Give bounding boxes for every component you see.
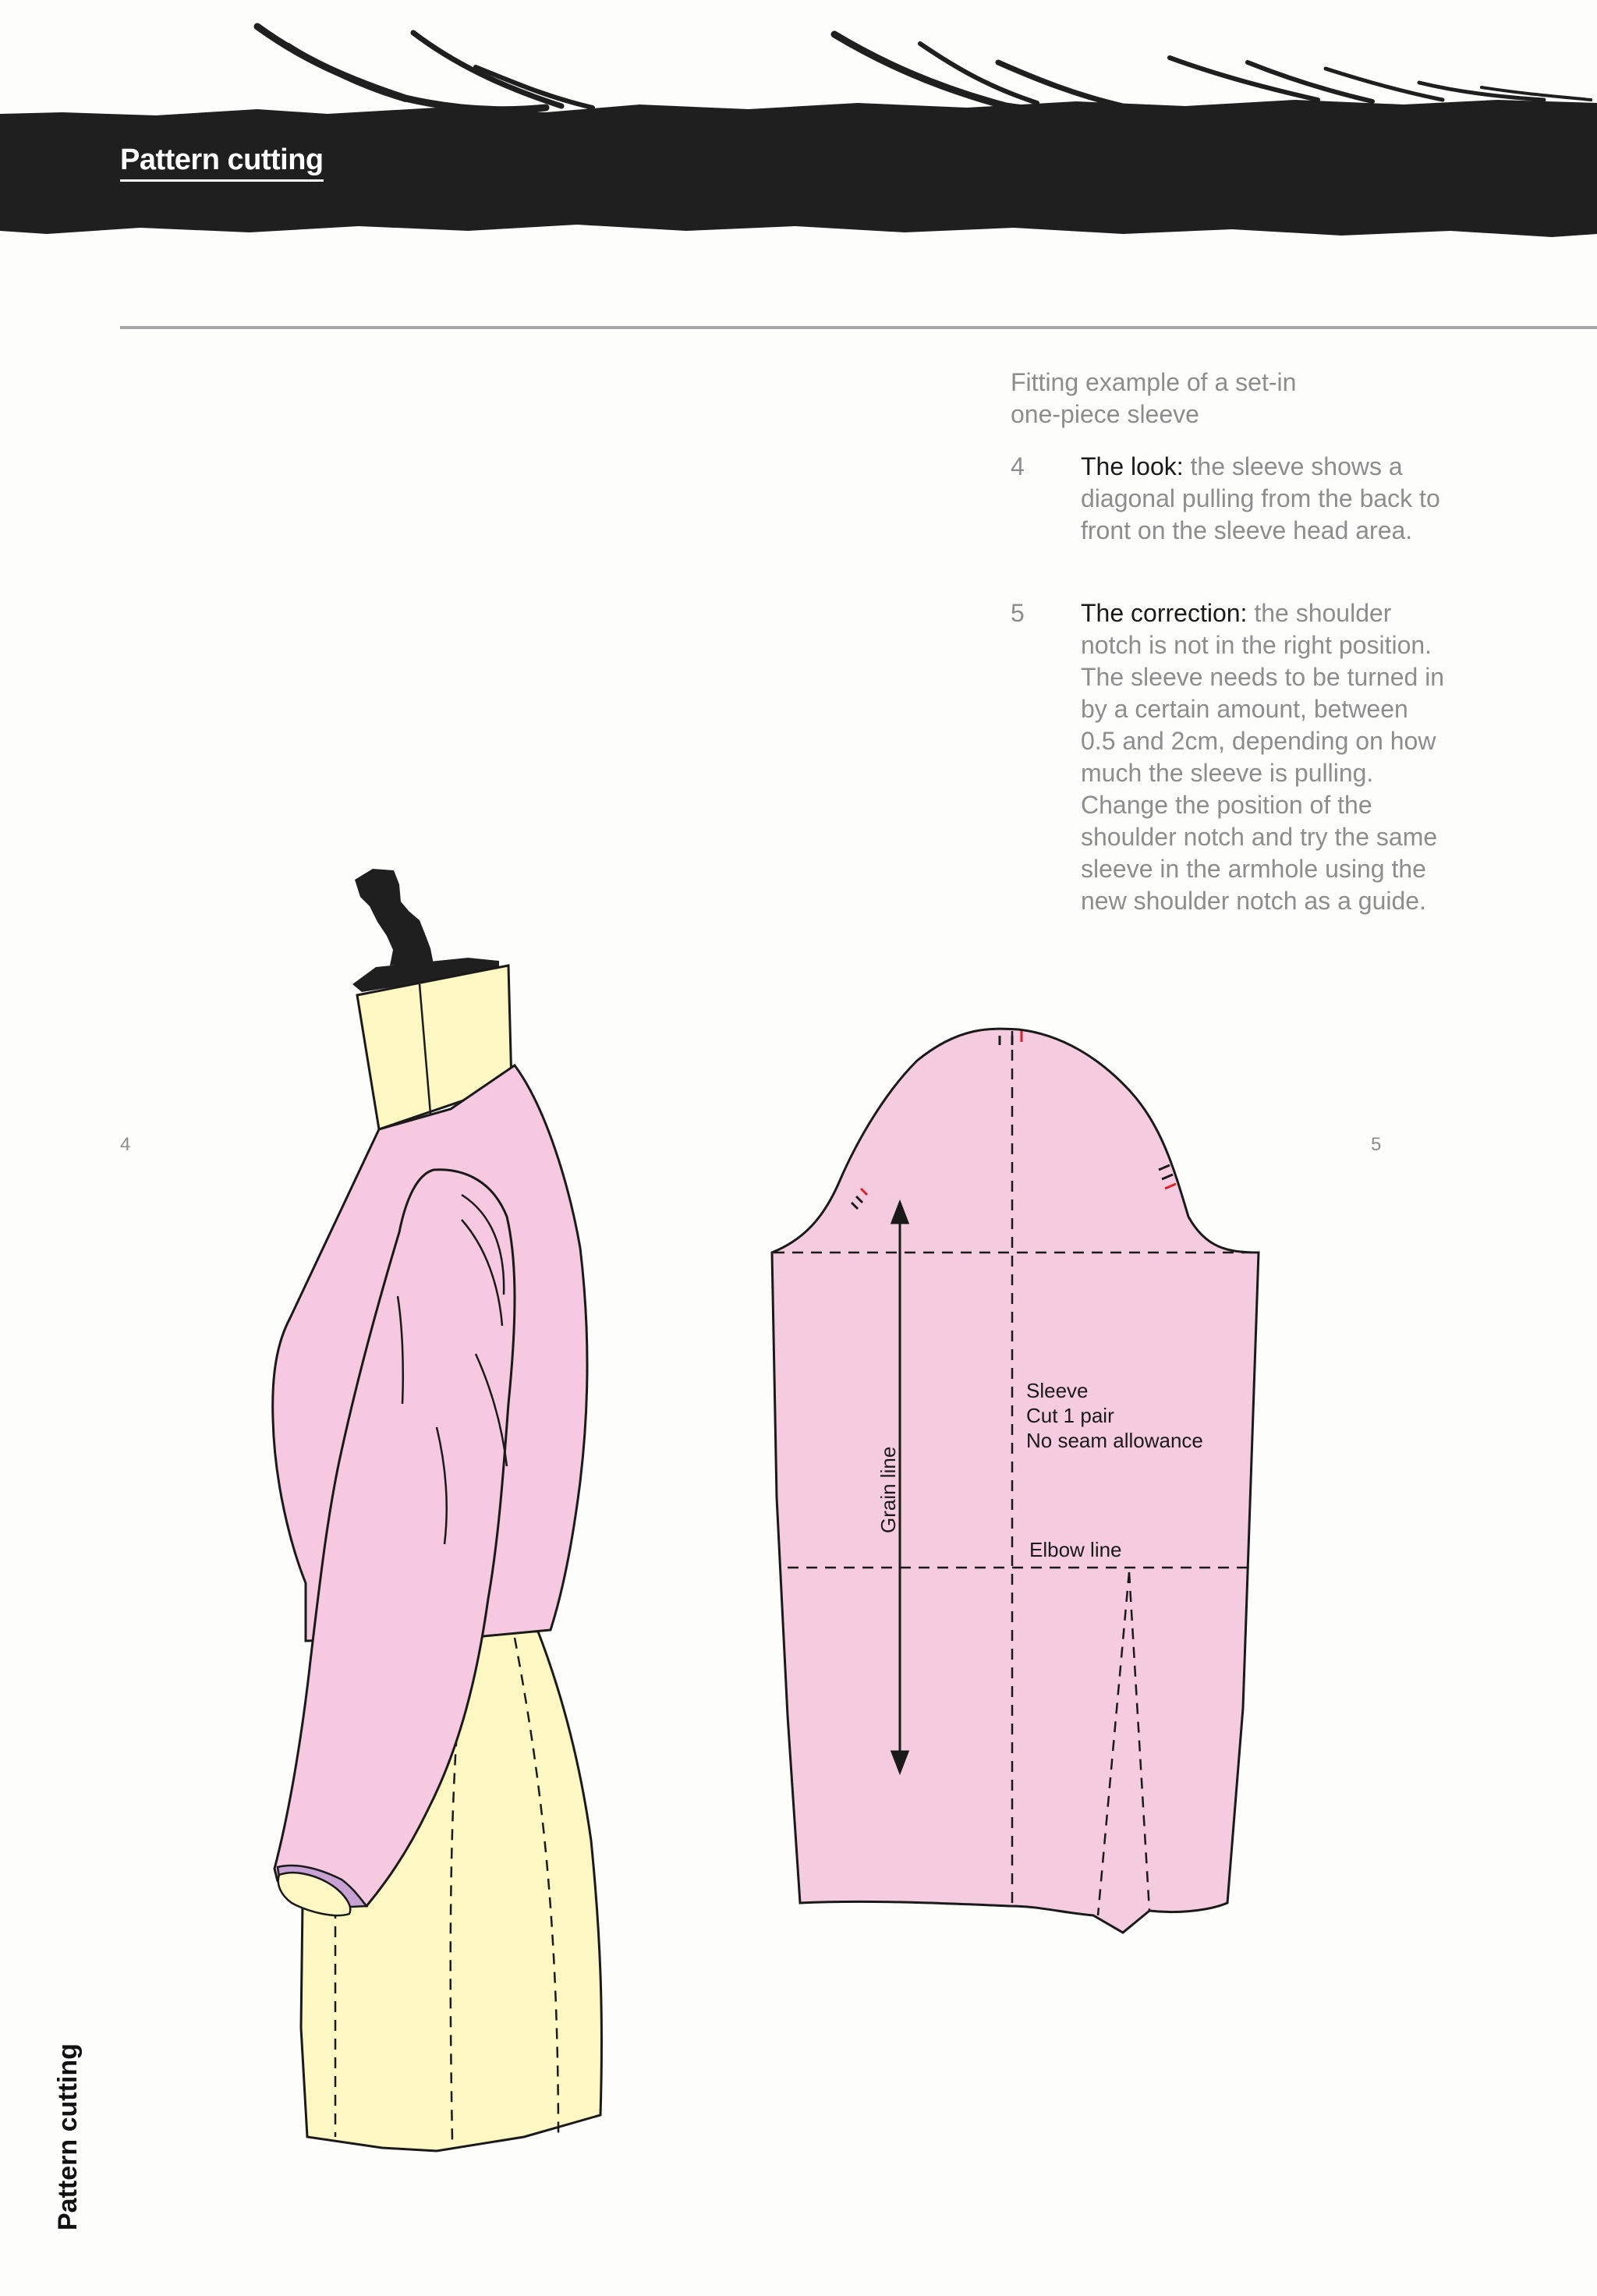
figure-label-right: 5 bbox=[1371, 1134, 1382, 1155]
note-number: 5 bbox=[1011, 599, 1025, 627]
header-title: Pattern cutting bbox=[120, 145, 324, 182]
pattern-label-cut: Cut 1 pair bbox=[1026, 1404, 1114, 1427]
pattern-label-sleeve: Sleeve bbox=[1026, 1379, 1089, 1402]
note-number: 4 bbox=[1011, 452, 1025, 480]
caption-line-2: one-piece sleeve bbox=[1011, 400, 1199, 428]
grain-line-label: Grain line bbox=[876, 1446, 900, 1533]
elbow-line-label: Elbow line bbox=[1029, 1538, 1122, 1561]
sleeve-pattern-piece bbox=[772, 1029, 1259, 1933]
figure-label-left: 4 bbox=[120, 1134, 131, 1155]
pattern-label-allowance: No seam allowance bbox=[1026, 1429, 1203, 1452]
note-text: the shoulder notch is not in the right position. The sleeve needs to be turned in by a certain amount, between 0.5 and 2cm, depending on how much the sleeve is pulling. Change the position of the shoulder notch and try the same sleeve in the armhole using the new shoulder notch as a guide. bbox=[1081, 599, 1445, 915]
note-lead: The look: bbox=[1081, 452, 1184, 480]
vertical-section-label: Pattern cutting bbox=[53, 2043, 83, 2230]
caption-line-1: Fitting example of a set-in bbox=[1011, 368, 1297, 396]
note-text: the sleeve shows a diagonal pulling from the back to front on the sleeve head area. bbox=[1081, 452, 1440, 544]
note-lead: The correction: bbox=[1081, 599, 1248, 627]
